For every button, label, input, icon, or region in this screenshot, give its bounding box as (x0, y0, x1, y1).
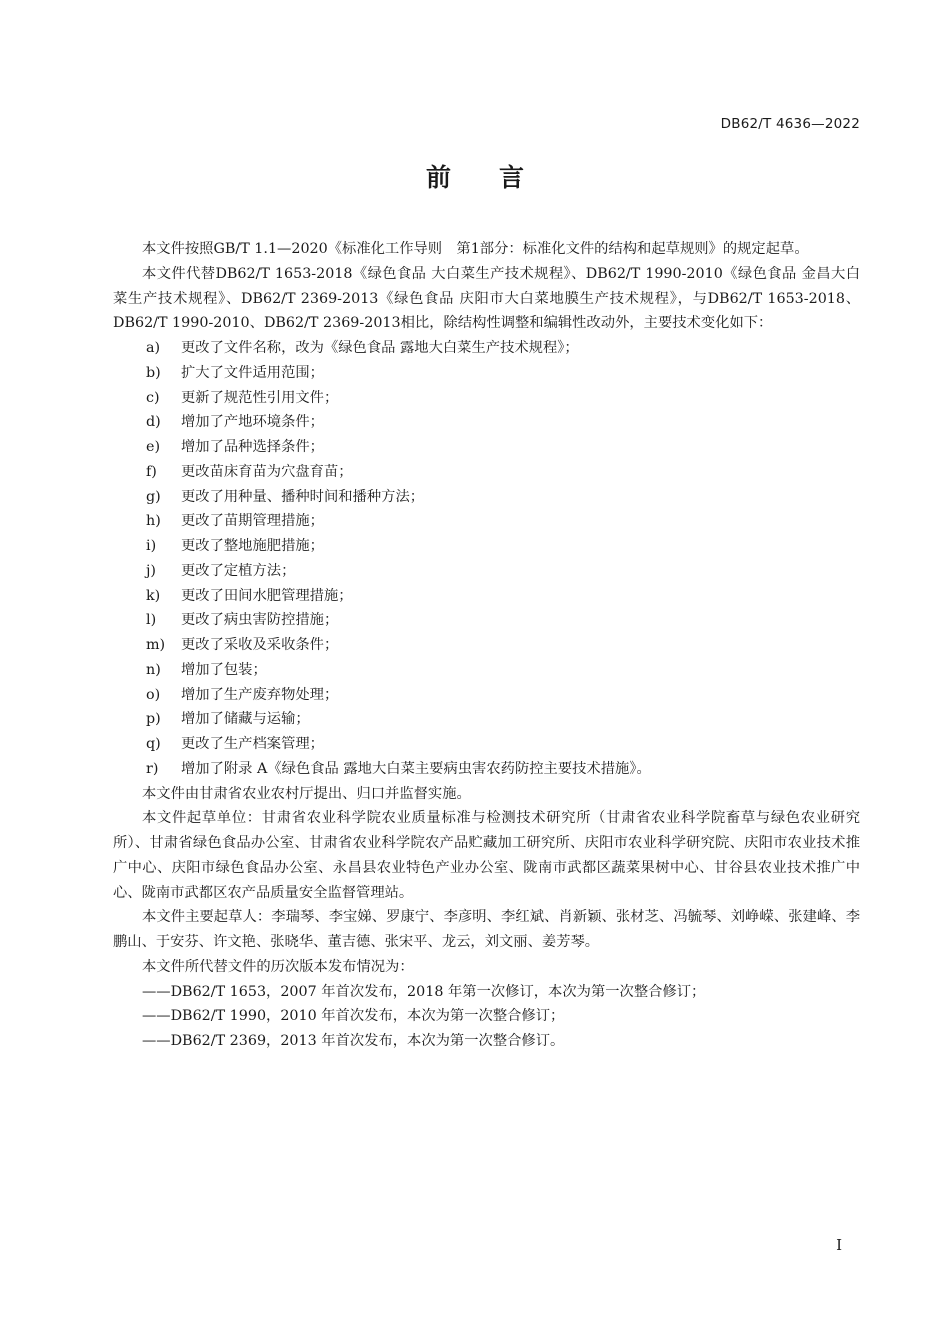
history-item: ——DB62/T 1990，2010 年首次发布，本次为第一次整合修订； (142, 1008, 565, 1025)
foreword-body (113, 237, 860, 1054)
paragraph-drafting-basis: 本文件按照GB/T 1.1—2020《标准化工作导则 第1部分：标准化文件的结构和起草规则》的规定起草。 (142, 241, 809, 257)
list-item (113, 509, 860, 534)
list-item-text: 扩大了文件适用范围； (181, 364, 324, 381)
list-item-label: b) (146, 364, 161, 381)
list-item (113, 584, 860, 609)
list-item-label: c) (146, 389, 160, 406)
list-item (113, 410, 860, 435)
history-item: ——DB62/T 2369，2013 年首次发布，本次为第一次整合修订。 (142, 1033, 565, 1049)
list-item (113, 336, 860, 361)
list-item-text: 更改了采收及采收条件； (181, 637, 339, 653)
paragraph-history-intro: 本文件所代替文件的历次版本发布情况为： (142, 958, 414, 975)
list-item (113, 683, 860, 708)
list-item (113, 534, 860, 559)
list-item-text: 增加了储藏与运输； (181, 711, 310, 728)
list-item (113, 460, 860, 485)
list-item-text: 更改了病虫害防控措施； (181, 612, 339, 629)
list-item-text: 更改了整地施肥措施； (181, 538, 324, 554)
history-item: ——DB62/T 1653，2007 年首次发布，2018 年第一次修订，本次为第一次整合修订； (142, 983, 706, 1000)
standard-code: DB62/T 4636—2022 (720, 116, 860, 132)
list-item (113, 485, 860, 510)
list-item-text: 更改了田间水肥管理措施； (181, 587, 353, 604)
title-char-2: 言 (499, 163, 525, 192)
list-item-text: 增加了附录 A《绿色食品 露地大白菜主要病虫害农药防控主要技术措施》。 (181, 760, 651, 777)
list-item-text: 更改了文件名称，改为《绿色食品 露地大白菜生产技术规程》； (181, 340, 579, 356)
list-item-label: o) (146, 686, 161, 703)
list-item-label: a) (146, 340, 161, 356)
list-item (113, 658, 860, 683)
list-item (113, 386, 860, 411)
list-item-label: q) (146, 736, 161, 752)
list-item-label: f) (146, 463, 157, 480)
page-number: I (836, 1236, 842, 1254)
page-title (0, 158, 950, 194)
title-char-1: 前 (425, 163, 451, 192)
list-item-label: r) (146, 760, 159, 777)
list-item-text: 增加了产地环境条件； (181, 414, 324, 431)
list-item-text: 更改了生产档案管理； (181, 736, 324, 752)
list-item (113, 732, 860, 757)
list-item (113, 707, 860, 732)
list-item-text: 增加了品种选择条件； (181, 439, 324, 455)
paragraph-proposer: 本文件由甘肃省农业农村厅提出、归口并监督实施。 (142, 785, 471, 802)
list-item-text: 更改了苗期管理措施； (181, 513, 324, 530)
list-item-label: l) (146, 612, 157, 629)
list-item-label: d) (146, 414, 161, 431)
list-item (113, 559, 860, 584)
list-item-text: 增加了生产废弃物处理； (181, 686, 339, 703)
list-item-label: m) (146, 637, 166, 653)
list-item-label: g) (146, 488, 161, 505)
changes-list (113, 336, 860, 782)
paragraph-replacement: 本文件代替DB62/T 1653-2018《绿色食品 大白菜生产技术规程》、DB62/T 1990-2010《绿色食品 金昌大白菜生产技术规程》、DB62/T 2369-2013《绿色食品 庆阳市大白菜地膜生产技术规程》，与DB62/T 1653-2018、DB62/T 1990-2010、DB62/T 2369-2013相比，除结构性调整和编辑性改动外，主要技术变化如下： (113, 265, 860, 332)
paragraph-drafting-units: 本文件起草单位：甘肃省农业科学院农业质量标准与检测技术研究所（甘肃省农业科学院畜草与绿色农业研究所）、甘肃省绿色食品办公室、甘肃省农业科学院农产品贮藏加工研究所、庆阳市农业科学研究院、庆阳市农业技术推广中心、庆阳市绿色食品办公室、永昌县农业特色产业办公室、陇南市武都区蔬菜果树中心、甘谷县农业技术推广中心、陇南市武都区农产品质量安全监督管理站。 (113, 810, 860, 901)
list-item (113, 435, 860, 460)
list-item-label: i) (146, 538, 157, 554)
list-item-label: h) (146, 513, 161, 530)
list-item (113, 757, 860, 782)
paragraph-drafters: 本文件主要起草人：李瑞琴、李宝娣、罗康宁、李彦明、李红斌、肖新颖、张材芝、冯毓琴、刘峥嵘、张建峰、李鹏山、于安芬、许文艳、张晓华、董吉德、张宋平、龙云，刘文丽、姜芳琴。 (113, 909, 860, 950)
list-item-label: n) (146, 661, 161, 678)
list-item-text: 更改苗床育苗为穴盘育苗； (181, 463, 353, 480)
list-item (113, 608, 860, 633)
list-item (113, 633, 860, 658)
history-list (113, 980, 860, 1054)
list-item-text: 增加了包装； (181, 661, 267, 678)
list-item-text: 更改了定植方法； (181, 562, 296, 579)
list-item-label: j) (146, 562, 157, 579)
list-item-text: 更新了规范性引用文件； (181, 389, 339, 406)
list-item-label: k) (146, 587, 161, 604)
list-item-label: e) (146, 439, 161, 455)
list-item-label: p) (146, 711, 161, 728)
list-item (113, 361, 860, 386)
list-item-text: 更改了用种量、播种时间和播种方法； (181, 488, 425, 505)
